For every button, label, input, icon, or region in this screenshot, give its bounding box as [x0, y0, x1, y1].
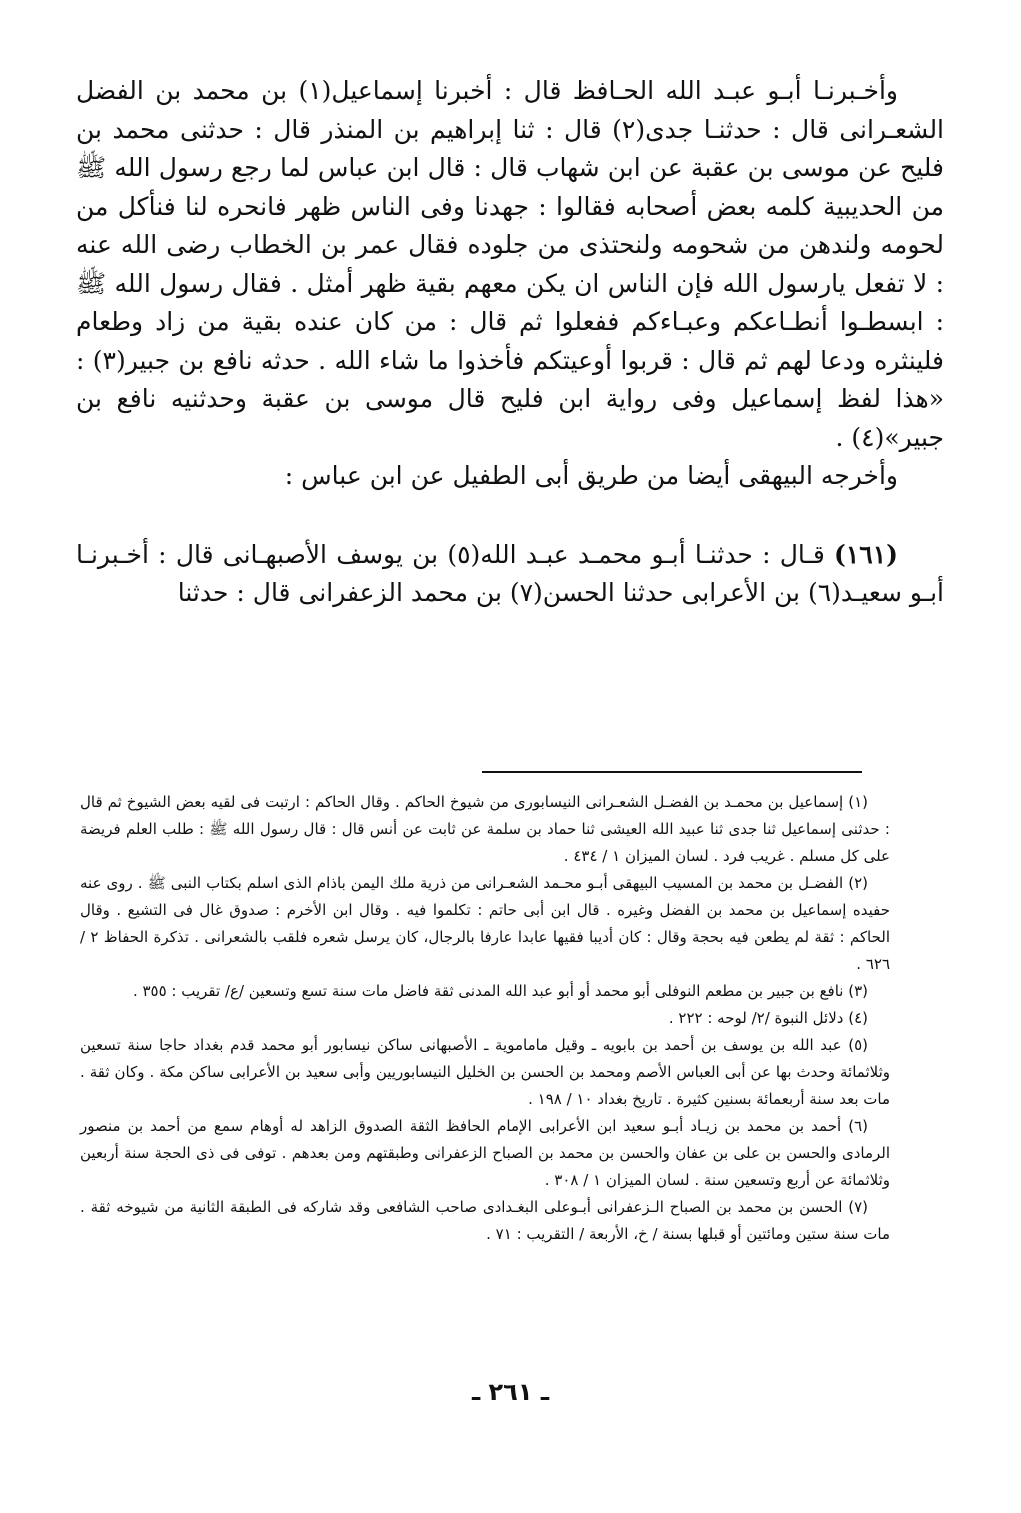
footnotes-block [80, 789, 890, 1248]
footnote-3: (٣) نافع بن جبير بن مطعم النوفلى أبو محمد أو أبو عبد الله المدنى ثقة فاضل مات سنة تسع وتسعين /ع/ تقريب : ٣٥٥ . [132, 982, 868, 1000]
footnote-divider [482, 771, 862, 773]
footnote-5: (٥) عبد الله بن يوسف بن أحمد بن بابويه ـ وقيل ماماموية ـ الأصبهانى ساكن نيسابور أبو محمد قدم بغداد حاجا سنة تسعين وثلاثمائة وحدث بها عن أبى العباس الأصم ومحمد بن الحسن بن الخليل النيسابوريين وأبى سعيد بن الأعرابى ساكن مكة . وكان ثقة . مات بعد سنة أربعمائة بسنين كثيرة . تاريخ بغداد ١٠ / ١٩٨ . [80, 1036, 890, 1108]
hadith-text: قـال : حدثنـا أبـو محمـد عبـد الله(٥) بن يوسف الأصبهـانى قال : أخـبرنـا أبـو سعيـد(٦) بن الأعرابى حدثنا الحسن(٧) بن محمد الزعفرانى قال : حدثنا [76, 539, 944, 607]
hadith-paragraph [76, 536, 944, 613]
main-text-block [76, 72, 944, 613]
hadith-number: (١٦١) [834, 539, 898, 569]
main-paragraph-1: وأخـبرنـا أبـو عبـد الله الحـافظ قال : أخبرنا إسماعيل(١) بن محمد بن الفضل الشعـرانى قال : حدثنـا جدى(٢) قال : ثنا إبراهيم بن المنذر قال : حدثنى محمد بن فليح عن موسى بن عقبة عن ابن شهاب قال : قال ابن عباس لما رجع رسول الله ﷺ من الحديبية كلمه بعض أصحابه فقالوا : جهدنا وفى الناس ظهر فانحره لنا فنأكل من لحومه ولندهن من شحومه ولنحتذى من جلوده فقال عمر بن الخطاب رضى الله عنه : لا تفعل يارسول الله فإن الناس ان يكن معهم بقية ظهر أمثل . فقال رسول الله ﷺ : ابسطـوا أنطـاعكم وعبـاءكم ففعلوا ثم قال : من كان عنده بقية من زاد وطعام فلينثره ودعا لهم ثم قال : قربوا أوعيتكم فأخذوا ما شاء الله . حدثه نافع بن جبير(٣) : «هذا لفظ إسماعيل وفى رواية ابن فليح قال موسى بن عقبة وحدثنيه نافع بن جبير»(٤) . [76, 76, 945, 452]
main-paragraph-2: وأخرجه البيهقى أيضا من طريق أبى الطفيل عن ابن عباس : [284, 461, 898, 490]
footnote-6: (٦) أحمد بن محمد بن زيـاد أبـو سعيد ابن الأعرابى الإمام الحافظ الثقة الصدوق الزاهد له أوهام سمع من أحمد بن منصور الرمادى والحسن بن على بن عفان والحسن بن محمد بن الصباح الزعفرانى وطبقتهم ومن بعدهم . توفى فى ذى الحجة سنة أربعين وثلاثمائة عن أربع وتسعين سنة . لسان الميزان ١ / ٣٠٨ . [80, 1117, 890, 1189]
page-number: ـ ٢٦١ ـ [471, 1378, 550, 1406]
footnote-7: (٧) الحسن بن محمد بن الصباح الـزعفرانى أبـوعلى البغـدادى صاحب الشافعى وقد شاركه فى الطبقة الثانية من شيوخه ثقة . مات سنة ستين ومائتين أو قبلها بسنة / خ، الأربعة / التقريب : ٧١ . [80, 1198, 890, 1243]
footnote-4: (٤) دلائل النبوة /٢/ لوحه : ٢٢٢ . [668, 1009, 868, 1027]
footnote-1: (١) إسماعيل بن محمـد بن الفضـل الشعـرانى النيسابورى من شيوخ الحاكم . وقال الحاكم : ارتبت فى لقيه بعض الشيوخ ثم قال : حدثنى إسماعيل ثنا جدى ثنا عبيد الله العيشى ثنا حماد بن سلمة عن ثابت عن أنس قال : قال رسول الله ﷺ : طلب العلم فريضة على كل مسلم . غريب فرد . لسان الميزان ١ / ٤٣٤ . [80, 793, 890, 865]
footnote-2: (٢) الفضـل بن محمد بن المسيب البيهقى أبـو محـمد الشعـرانى من ذرية ملك اليمن باذام الذى اسلم بكتاب النبى ﷺ . روى عنه حفيده إسماعيل بن محمد بن الفضل وغيره . قال ابن أبى حاتم : تكلموا فيه . وقال ابن الأخرم : صدوق غال فى التشيع . وقال الحاكم : ثقة لم يطعن فيه بحجة وقال : كان أديبا فقيها عابدا عارفا بالرجال، كان يرسل شعره فلقب بالشعرانى . تذكرة الحفاظ ٢ / ٦٢٦ . [80, 874, 890, 973]
